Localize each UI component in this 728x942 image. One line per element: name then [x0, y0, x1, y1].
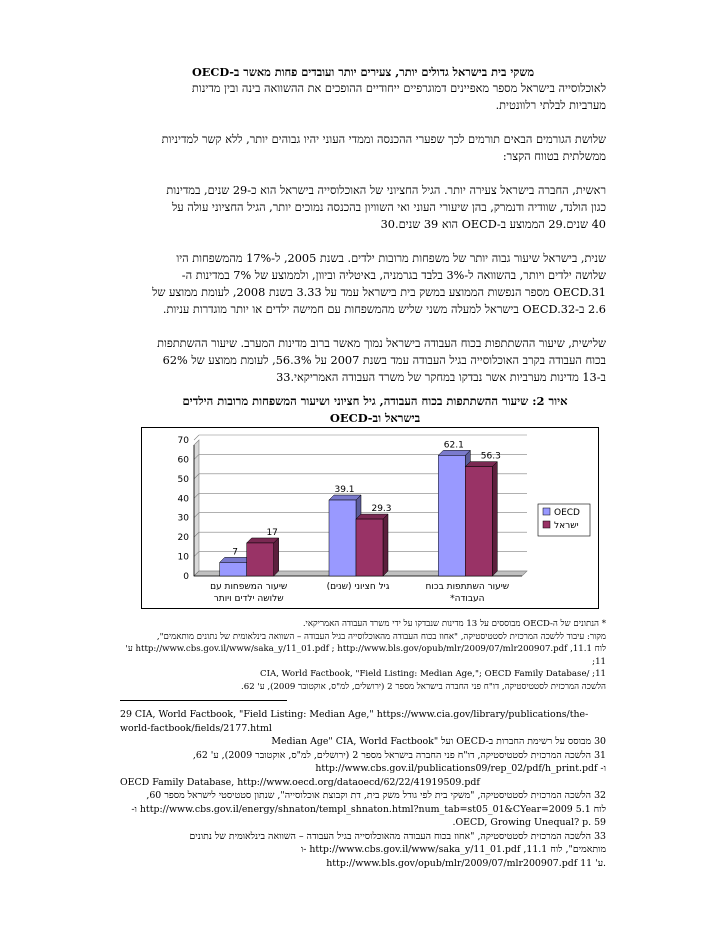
- footnote-32-line: 32 הלשכה המרכזית לסטטיסטיקה, "משקי בית לפי גודל משק בית, דת וקבוצת אוכלוסייה", שנתון סטטיסטי לישראל מספר 60,: [146, 790, 606, 801]
- figure-notes: [120, 618, 606, 693]
- paragraph-line: ב-13 מדינות מערביות אשר נבדקו במחקר של משרד העבודה האמריקאי.33: [276, 371, 606, 384]
- paragraph-line: OECD.31 מספר הנפשות הממוצע במשק בית בישראל עמד על 3.33 בשנת 2008, לעומת ממוצע של: [152, 286, 606, 299]
- bar-side: [274, 538, 279, 576]
- paragraph-line: בכוח העבודה בקרב האוכלוסייה בגיל העבודה עמד בשנת 2007 על 56.3%, לעומת ממוצע של 62%: [162, 354, 606, 367]
- bar-top: [247, 538, 279, 543]
- x-category-label: העבודה*: [450, 594, 485, 604]
- figure-title-line: בישראל וב-OECD: [329, 411, 421, 425]
- data-label: 7: [232, 547, 239, 558]
- bar: [247, 543, 274, 576]
- bar: [438, 455, 465, 576]
- y-tick-label: 0: [183, 572, 189, 582]
- footnotes: [120, 708, 606, 870]
- y-tick-label: 70: [177, 436, 189, 446]
- note-line: CIA, World Factbook, "Field Listing: Median Age,"; OECD Family Database/ ;11: [260, 669, 606, 679]
- note-line: * הנתונים של ה-OECD מבוססים על 13 מדינות שנבדקו על ידי משרד העבודה האמריקאי.: [302, 619, 606, 629]
- bar-top: [356, 514, 388, 519]
- chart-frame: [141, 427, 599, 609]
- y-tick-label: 10: [177, 552, 189, 563]
- data-label: 39.1: [334, 485, 355, 496]
- data-label: 62.1: [443, 440, 464, 451]
- paragraph-factors: [120, 131, 606, 165]
- bar-top: [438, 450, 470, 455]
- paragraph-line: שלישית, שיעור ההשתתפות בכוח העבודה בישראל נמוך מאשר ברוב מדינות המערב. שיעור ההשתתפות: [157, 337, 606, 350]
- footnote-divider: [120, 700, 287, 701]
- footnote-32-line: לוח 5.1 http://www.cbs.gov.il/energy/shnaton/templ_shnaton.html?num_tab=st05_01&CYear=2009 ו-: [131, 803, 606, 815]
- section-heading: משקי בית בישראל גדולים יותר, צעירים יותר ועובדים פחות מאשר ב-OECD: [191, 65, 535, 79]
- data-label: 17: [266, 527, 278, 538]
- x-category-label: שיעור השתתפות בכוח: [425, 582, 510, 592]
- x-category-label: גיל חציוני (שנים): [326, 582, 390, 592]
- x-category-label: שלושה ילדים ויותר: [213, 594, 284, 604]
- paragraph-line: שלושה ילדים ויותר, בהשוואה ל-3% בלבד בגרמניה, באיטליה וביוון, ולממוצע של 7% במדינות ה-: [181, 269, 606, 282]
- bar-top: [465, 462, 497, 467]
- paragraph-line: לאוכלוסייה בישראל מספר מאפיינים דמוגרפיים ייחודיים ההופכים את ההשוואה בינה ובין מדינות: [191, 82, 606, 95]
- note-line: לוח 11.1, http://www.cbs.gov.il/www/saka_y/11_01.pdf ; http://www.bls.gov/opub/mlr/2009/07/mlr200907.pdf ע' 11;: [125, 644, 606, 667]
- paragraph-second: [120, 250, 606, 318]
- footnote-32-line: OECD Family Database, http://www.oecd.org/dataoecd/62/22/41919509.pdf: [120, 776, 480, 788]
- bar-side: [492, 462, 497, 576]
- bar: [465, 467, 492, 576]
- note-line: הלשכה המרכזית לסטטיסטיקה, דו"ח פני החברה בישראל מספר 2 (ירושלים, למ"ס, אוקטובר 2009), ע' 62.: [241, 681, 606, 692]
- bar-side: [383, 514, 388, 576]
- paragraph-line: כגון הולנד, שוודיה ודנמרק, בהן שיעורי העוני ואי השוויון בהכנסה נמוכים יותר, הגיל החציוני עולה על: [172, 201, 606, 214]
- paragraph-third: [120, 335, 606, 386]
- footnote-29-line: 29 CIA, World Factbook, "Field Listing: Median Age," https://www.cia.gov/library/publications/the-: [120, 709, 589, 720]
- data-label: 56.3: [480, 451, 501, 462]
- bar-chart: [142, 428, 598, 608]
- note-line: מקור: עיבוד ללשכה המרכזית לסטטיסטיקה, "אחוז בכוח העבודה מהאוכלוסייה בגיל העבודה – השוואה בינלאומית של נתונים מותאמים",: [156, 631, 606, 642]
- gridline-diagonal: [194, 435, 199, 440]
- legend-swatch: [543, 521, 550, 528]
- paragraph-intro: [120, 80, 606, 114]
- y-tick-label: 20: [177, 533, 189, 544]
- y-tick-label: 50: [177, 474, 189, 485]
- paragraph-line: מערביות לבלתי רלוונטית.: [495, 99, 606, 112]
- paragraph-line: ראשית, החברה בישראל צעירה יותר. הגיל החציוני של האוכלוסייה בישראל הוא כ-29 שנים, במדינות: [166, 184, 606, 197]
- legend-swatch: [543, 508, 550, 515]
- bar: [356, 519, 383, 576]
- footnote-32-line: .OECD, Growing Unequal? p. 59: [452, 817, 606, 828]
- legend-label: ישראל: [554, 521, 579, 531]
- paragraph-line: 40 שנים.29 הממוצע ב-OECD הוא 39 שנים.30: [380, 218, 606, 231]
- y-tick-label: 40: [177, 494, 189, 505]
- legend-label: OECD: [554, 508, 580, 518]
- paragraph-line: שנית, בישראל שיעור גבוה יותר של משפחות מרובות ילדים. בשנת 2005, ל-17% מהמשפחות היו: [176, 252, 606, 265]
- bar-top: [329, 495, 361, 500]
- paragraph-line: ממשלתית בטווח הקצר:: [502, 150, 606, 163]
- figure-title-line: איור 2: שיעור ההשתתפות בכוח העבודה, גיל חציוני ושיעור המשפחות מרובות הילדים: [182, 394, 568, 408]
- footnote-31-line: 31 הלשכה המרכזית לסטטיסטיקה, דו"ח פני החברה בישראל מספר 2 (ירושלים, למ"ס, אוקטובר 2009), ע' 62,: [192, 749, 606, 761]
- data-label: 29.3: [371, 504, 392, 515]
- footnote-30: 30 מבוסס על רשימת החברות ב-OECD ועל "Median Age" CIA, World Factbook: [271, 736, 606, 747]
- footnote-33-line: http://www.bls.gov/opub/mlr/2009/07/mlr200907.pdf ע' 11.: [326, 857, 606, 869]
- footnote-31-line: http://www.cbs.gov.il/publications09/rep_02/pdf/h_print.pdf -ו: [315, 763, 606, 774]
- paragraph-line: שלושת הגורמים הבאים תורמים לכך שפערי ההכנסה וממדי העוני יהיו גבוהים יותר, ללא קשר למדיניות: [161, 133, 606, 146]
- y-tick-label: 30: [177, 513, 189, 524]
- footnote-33-line: 33 הלשכה המרכזית לסטטיסטיקה, "אחוז בכוח העבודה מהאוכלוסייה בגיל העבודה – השוואה בינלאומית של נתונים: [189, 830, 606, 842]
- bar: [220, 562, 247, 576]
- y-tick-label: 60: [177, 455, 189, 466]
- paragraph-first: [120, 182, 606, 233]
- figure-title: [150, 393, 600, 427]
- bar: [329, 500, 356, 576]
- footnote-33-line: מותאמים", לוח 11.1, http://www.cbs.gov.il/www/saka_y/11_01.pdf -ו: [300, 844, 606, 855]
- paragraph-line: 2.6 ב-OECD.32 בישראל למעלה משני שליש מהמשפחות עם חמישה ילדים או יותר מוגדרות עניות.: [162, 303, 606, 316]
- footnote-29-line: world-factbook/fields/2177.html: [120, 722, 272, 734]
- x-category-label: שיעור המשפחות עם: [210, 582, 288, 592]
